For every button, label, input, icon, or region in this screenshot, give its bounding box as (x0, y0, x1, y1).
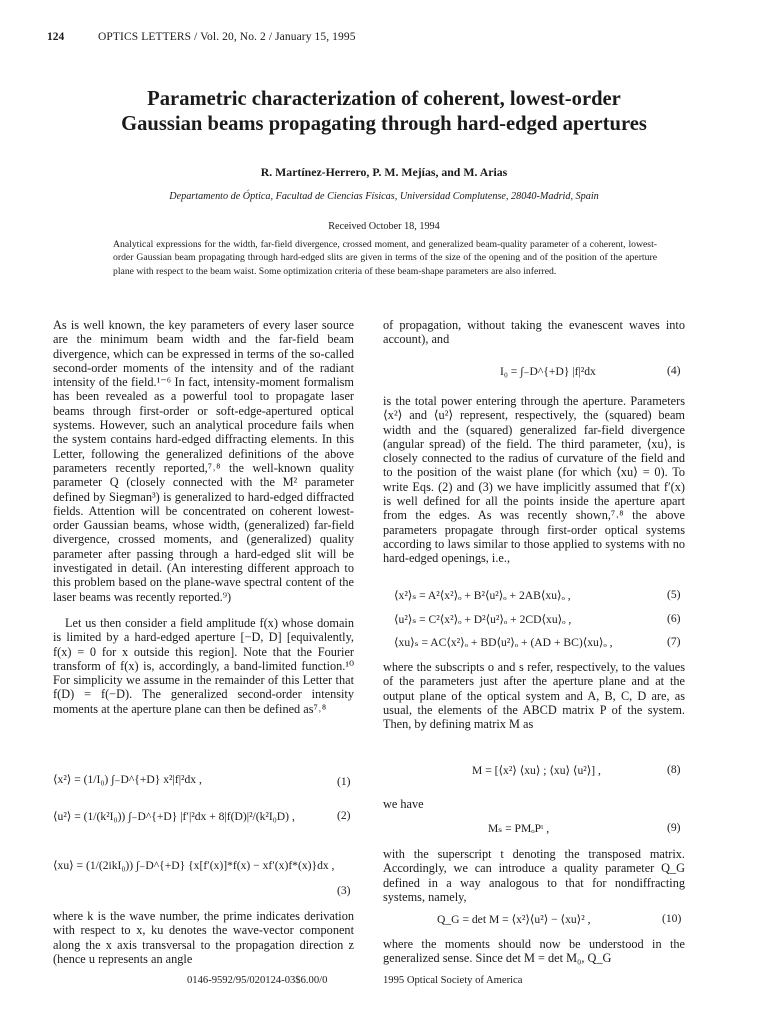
right-paragraph-1: of propagation, without taking the evanescent waves into account), and (383, 318, 685, 347)
footer-copyright: 1995 Optical Society of America (383, 975, 523, 986)
right-paragraph-5: with the superscript t denoting the transposed matrix. Accordingly, we can introduce a quality parameter Q_G defined in a way analogous to that for nondiffracting systems, namely, (383, 847, 685, 904)
equation-7-number: (7) (667, 635, 681, 648)
equation-8-number: (8) (667, 763, 681, 776)
left-paragraph-1: As is well known, the key parameters of every laser source are the minimum beam width and the far-field beam divergence, which can be expressed in terms of the so-called second-order moments of the intensity and of the radiant intensity of the field.¹⁻⁶ In fact, intensity-moment formalism has been revealed as a powerful tool to propagate laser beams through first-order or soft-edge-apertured optical systems. However, such an analytical procedure fails when the system contains hard-edged diffracting elements. In this Letter, following the generalized definitions of the above parameters recently reported,⁷˒⁸ the well-known quality parameter Q (closely connected with the M² parameter defined by Siegman³) is generalized to hard-edged diffracted fields. Attention will be concentrated on coherent lowest-order Gaussian beams, whose width, (generalized) far-field divergence, crossed moments, and (generalized) quality parameter after passing through a hard-edged slit will be investigated in detail. (An interesting different approach to this problem based on the plane-wave spectral content of the laser beams was recently reported.⁹) (53, 318, 354, 604)
equation-3-number: (3) (337, 884, 351, 897)
equation-6-number: (6) (667, 612, 681, 625)
equation-7: ⟨xu⟩ₛ = AC⟨x²⟩ₒ + BD⟨u²⟩ₒ + (AD + BC)⟨xu⟩ₒ , (394, 636, 613, 649)
equation-5: ⟨x²⟩ₛ = A²⟨x²⟩ₒ + B²⟨u²⟩ₒ + 2AB⟨xu⟩ₒ , (394, 589, 571, 602)
equation-2: ⟨u²⟩ = (1/(k²I₀)) ∫₋D^{+D} |f′|²dx + 8|f(D)|²/(k²I₀D) , (53, 810, 295, 823)
equation-4-number: (4) (667, 364, 681, 377)
left-paragraph-2: Let us then consider a field amplitude f(x) whose domain is limited by a hard-edged aperture [−D, D] [equivalently, f(x) = 0 for x outside this region]. Note that the Fourier transform of f(x) is, accordingly, a band-limited function.¹⁰ For simplicity we assume in the remainder of this Letter that f(D) = f(−D). The generalized second-order intensity moments at the aperture plane can then be defined as⁷˒⁸ (53, 616, 354, 716)
affiliation: Departamento de Óptica, Facultad de Ciencias Físicas, Universidad Complutense, 28040-Madrid, Spain (169, 191, 599, 202)
right-paragraph-3: where the subscripts o and s refer, respectively, to the values of the parameters just after the aperture plane and at the output plane of the optical system and A, B, C, D are, as usual, the elements of the ABCD matrix P of the system. Then, by defining matrix M as (383, 660, 685, 732)
equation-5-number: (5) (667, 588, 681, 601)
equation-1: ⟨x²⟩ = (1/I₀) ∫₋D^{+D} x²|f|²dx , (53, 773, 202, 786)
equation-4: I₀ = ∫₋D^{+D} |f|²dx (500, 365, 596, 378)
right-paragraph-6: where the moments should now be understood in the generalized sense. Since det M = det M₀, Q_G (383, 937, 685, 966)
equation-9: Mₛ = PMₒPᵗ , (488, 822, 550, 835)
equation-3: ⟨xu⟩ = (1/(2ikI₀)) ∫₋D^{+D} {x[f′(x)]*f(x) − xf′(x)f*(x)}dx , (53, 859, 335, 872)
page-number: 124 (47, 31, 65, 43)
equation-8: M = [⟨x²⟩ ⟨xu⟩ ; ⟨xu⟩ ⟨u²⟩] , (472, 764, 601, 777)
received-date: Received October 18, 1994 (328, 221, 440, 232)
equation-1-number: (1) (337, 775, 351, 788)
equation-6: ⟨u²⟩ₛ = C²⟨x²⟩ₒ + D²⟨u²⟩ₒ + 2CD⟨xu⟩ₒ , (394, 613, 572, 626)
authors: R. Martínez-Herrero, P. M. Mejías, and M. Arias (260, 165, 508, 179)
journal-header: OPTICS LETTERS / Vol. 20, No. 2 / January 15, 1995 (98, 31, 356, 43)
equation-2-number: (2) (337, 809, 351, 822)
abstract: Analytical expressions for the width, far-field divergence, crossed moment, and generalized beam-quality parameter of a coherent, lowest-order Gaussian beam propagating through hard-edged slits are given in terms of the size of the opening and of the position of the aperture plane with respect to the beam waist. Some optimization criteria of these beam-shape parameters are also inferred. (113, 239, 657, 277)
right-paragraph-4: we have (383, 797, 424, 811)
equation-10: Q_G = det M = ⟨x²⟩⟨u²⟩ − ⟨xu⟩² , (437, 913, 591, 926)
equation-10-number: (10) (662, 912, 682, 925)
footer-code: 0146-9592/95/020124-03$6.00/0 (187, 975, 328, 986)
title-line-1: Parametric characterization of coherent, lowest-order (147, 88, 621, 110)
title-line-2: Gaussian beams propagating through hard-edged apertures (121, 113, 647, 135)
equation-9-number: (9) (667, 821, 681, 834)
left-paragraph-3: where k is the wave number, the prime indicates derivation with respect to x, ku denotes the wave-vector component along the x axis transversal to the propagation direction z (hence u represents an angle (53, 909, 354, 966)
right-paragraph-2: is the total power entering through the aperture. Parameters ⟨x²⟩ and ⟨u²⟩ represent, respectively, the (squared) beam width and the (squared) generalized far-field divergence (angular spread) of the field. The third parameter, ⟨xu⟩, is closely connected to the radius of curvature of the field and to the position of the waist plane (for which ⟨xu⟩ = 0). To write Eqs. (2) and (3) we have implicitly assumed that f′(x) is well defined for all the points inside the aperture apart from the edges. As was recently shown,⁷˒⁸ the above parameters propagate through first-order optical systems according to laws similar to those applied to systems with no hard-edged openings, i.e., (383, 394, 685, 566)
